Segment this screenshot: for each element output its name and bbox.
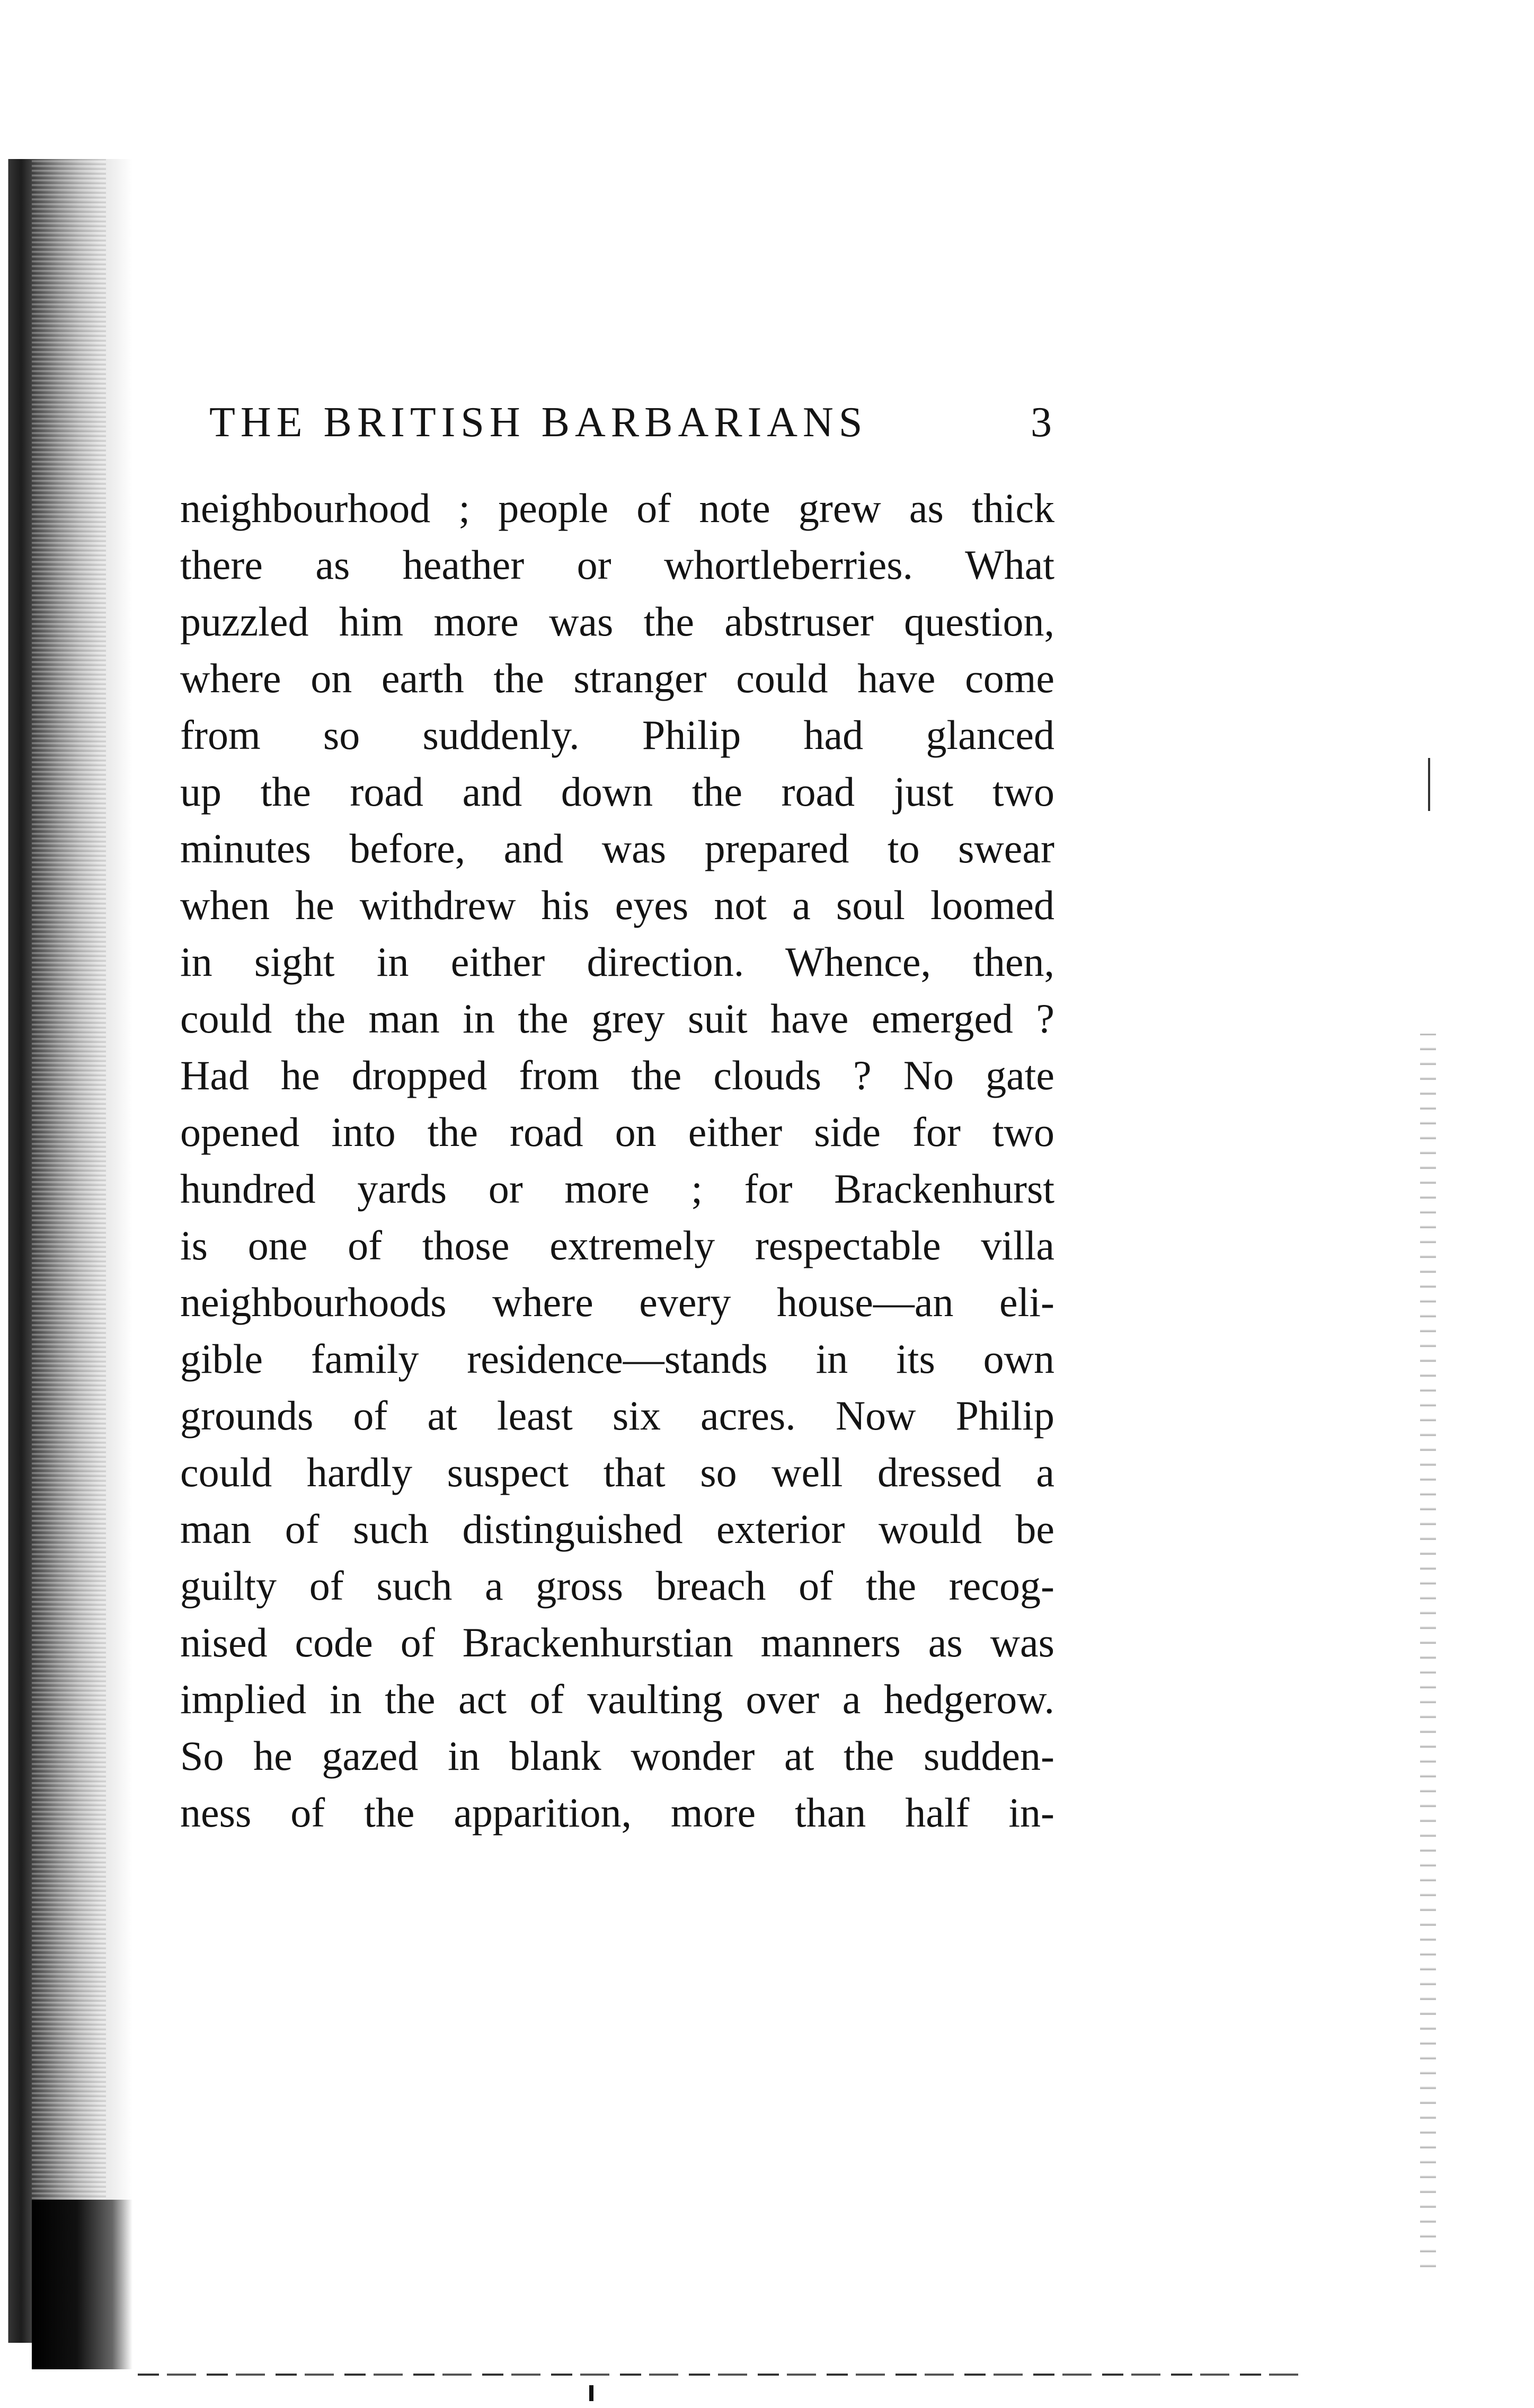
text-line: gible family residence—stands in its own bbox=[180, 1336, 1054, 1382]
text-line: could the man in the grey suit have emerged ? bbox=[180, 995, 1054, 1042]
text-line: up the road and down the road just two bbox=[180, 769, 1054, 815]
text-line: neighbourhood ; people of note grew as thick bbox=[180, 485, 1054, 531]
book-title: THE BRITISH BARBARIANS bbox=[209, 399, 868, 446]
text-line: minutes before, and was prepared to swear bbox=[180, 825, 1054, 871]
text-line: Had he dropped from the clouds ? No gate bbox=[180, 1052, 1054, 1098]
page-number: 3 bbox=[1031, 399, 1052, 446]
text-line: guilty of such a gross breach of the recog- bbox=[180, 1563, 1054, 1609]
text-line: ness of the apparition, more than half in- bbox=[180, 1789, 1054, 1836]
scan-mark bbox=[589, 2385, 593, 2401]
text-line: when he withdrew his eyes not a soul loomed bbox=[180, 882, 1054, 928]
text-line: where on earth the stranger could have come bbox=[180, 655, 1054, 701]
text-line: there as heather or whortleberries. What bbox=[180, 542, 1054, 588]
text-line: could hardly suspect that so well dressed a bbox=[180, 1449, 1054, 1495]
text-line: is one of those extremely respectable villa bbox=[180, 1222, 1054, 1268]
text-line: grounds of at least six acres. Now Philip bbox=[180, 1392, 1054, 1439]
text-line: nised code of Brackenhurstian manners as was bbox=[180, 1619, 1054, 1665]
running-head bbox=[209, 393, 1052, 452]
text-line: puzzled him more was the abstruser question, bbox=[180, 598, 1054, 645]
binding-edge-dark bbox=[32, 2200, 132, 2369]
body-text bbox=[180, 480, 1054, 1841]
text-line: in sight in either direction. Whence, then, bbox=[180, 939, 1054, 985]
text-line: implied in the act of vaulting over a hedgerow. bbox=[180, 1676, 1054, 1722]
text-line: man of such distinguished exterior would be bbox=[180, 1506, 1054, 1552]
bottom-scan-line bbox=[138, 2374, 1304, 2376]
text-line: from so suddenly. Philip had glanced bbox=[180, 712, 1054, 758]
text-line: neighbourhoods where every house—an eli- bbox=[180, 1279, 1054, 1325]
binding-edge-shadow bbox=[0, 159, 132, 2343]
text-line: So he gazed in blank wonder at the sudden- bbox=[180, 1733, 1054, 1779]
text-line: opened into the road on either side for two bbox=[180, 1109, 1054, 1155]
scan-mark bbox=[1428, 758, 1430, 811]
scan-speckle bbox=[1420, 1034, 1436, 2279]
text-line: hundred yards or more ; for Brackenhurst bbox=[180, 1166, 1054, 1212]
